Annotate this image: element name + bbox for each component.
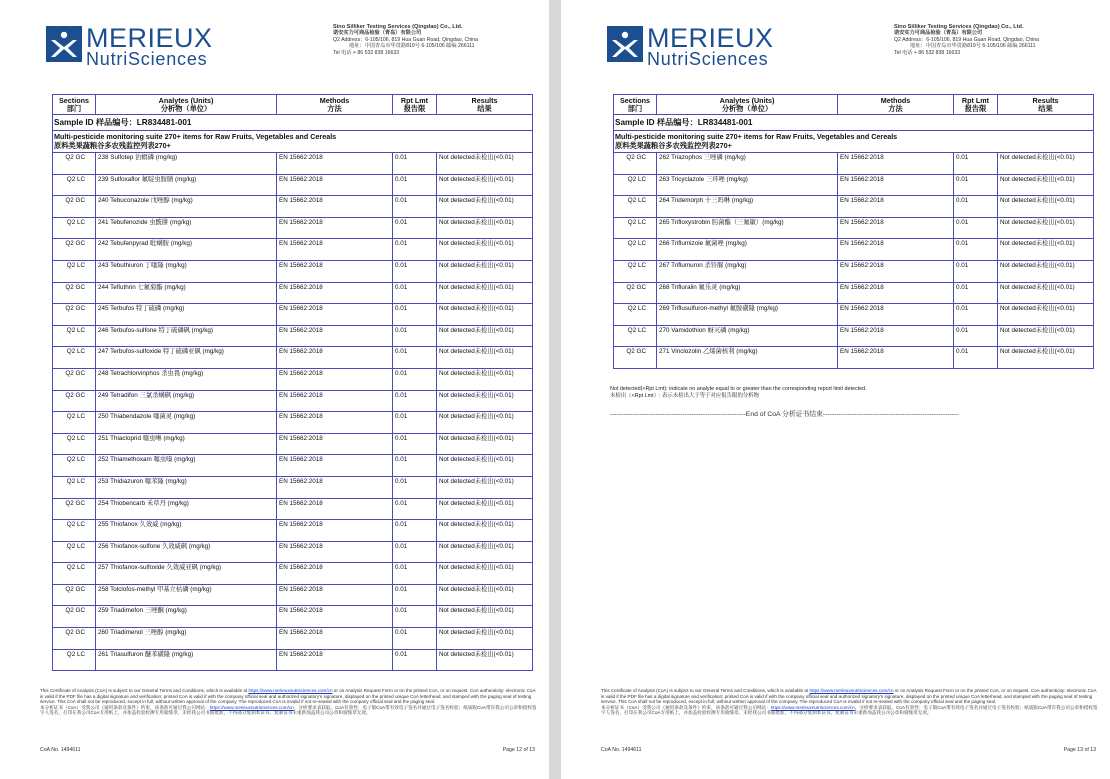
coa-number: CoA No. 1494611 bbox=[601, 747, 642, 753]
result-cell: Not detected未检出(<0.01) bbox=[437, 606, 533, 628]
method-cell: EN 15662:2018 bbox=[277, 498, 393, 520]
rpt-lmt-cell: 0.01 bbox=[954, 260, 998, 282]
rpt-lmt-cell: 0.01 bbox=[954, 174, 998, 196]
table-row bbox=[53, 153, 533, 175]
sample-id: Sample ID 样品编号：LR834481-001 bbox=[53, 115, 533, 131]
table-row bbox=[53, 584, 533, 606]
rpt-lmt-cell: 0.01 bbox=[393, 282, 437, 304]
section-cell: Q2 GC bbox=[53, 239, 96, 261]
result-cell: Not detected未检出(<0.01) bbox=[998, 174, 1094, 196]
section-cell: Q2 LC bbox=[614, 239, 657, 261]
rpt-lmt-cell: 0.01 bbox=[393, 347, 437, 369]
result-cell: Not detected未检出(<0.01) bbox=[437, 174, 533, 196]
table-row bbox=[53, 304, 533, 326]
header-rpt-lmt: Rpt Lmt 报告限 bbox=[393, 95, 437, 115]
section-cell: Q2 LC bbox=[614, 174, 657, 196]
analyte-cell: 245 Terbufos 特丁硫磷 (mg/kg) bbox=[96, 304, 277, 326]
table-row bbox=[53, 325, 533, 347]
page-number: Page 12 of 13 bbox=[502, 747, 535, 753]
result-cell: Not detected未检出(<0.01) bbox=[437, 325, 533, 347]
result-cell: Not detected未检出(<0.01) bbox=[437, 649, 533, 671]
section-cell: Q2 LC bbox=[53, 520, 96, 542]
method-cell: EN 15662:2018 bbox=[277, 584, 393, 606]
analyte-cell: 248 Tetrachlorvinphos 杀虫畏 (mg/kg) bbox=[96, 368, 277, 390]
result-cell: Not detected未检出(<0.01) bbox=[437, 390, 533, 412]
section-cell: Q2 GC bbox=[53, 498, 96, 520]
table-row bbox=[53, 520, 533, 542]
table-row bbox=[53, 476, 533, 498]
analyte-cell: 252 Thiamethoxam 噻虫嗪 (mg/kg) bbox=[96, 455, 277, 477]
analyte-cell: 253 Thidiazuron 噻苯隆 (mg/kg) bbox=[96, 476, 277, 498]
method-cell: EN 15662:2018 bbox=[277, 239, 393, 261]
result-cell: Not detected未检出(<0.01) bbox=[998, 347, 1094, 369]
table-row bbox=[53, 433, 533, 455]
table-row bbox=[614, 153, 1094, 175]
header-methods: Methods 方法 bbox=[838, 95, 954, 115]
report-page-12 bbox=[0, 0, 549, 779]
method-cell: EN 15662:2018 bbox=[277, 476, 393, 498]
method-cell: EN 15662:2018 bbox=[838, 174, 954, 196]
method-cell: EN 15662:2018 bbox=[277, 628, 393, 650]
analyte-cell: 260 Triadimenol 三唑醇 (mg/kg) bbox=[96, 628, 277, 650]
rpt-lmt-cell: 0.01 bbox=[393, 325, 437, 347]
lab-name: Sino Silliker Testing Services (Qingdao) Co., Ltd. bbox=[894, 24, 1024, 30]
method-cell: EN 15662:2018 bbox=[277, 282, 393, 304]
rpt-lmt-cell: 0.01 bbox=[954, 239, 998, 261]
table-row bbox=[53, 174, 533, 196]
rpt-lmt-cell: 0.01 bbox=[393, 196, 437, 218]
analyte-cell: 266 Triflumizole 氟菌唑 (mg/kg) bbox=[657, 239, 838, 261]
section-cell: Q2 LC bbox=[53, 174, 96, 196]
section-cell: Q2 GC bbox=[614, 347, 657, 369]
analyte-cell: 255 Thiofanox 久效威 (mg/kg) bbox=[96, 520, 277, 542]
lab-address-cn: 地址：中国青岛市华贯路819号 6-105/106 邮编 266111 bbox=[349, 43, 475, 50]
logo-text-nutrisciences: NutriSciences bbox=[647, 49, 769, 69]
table-row bbox=[614, 282, 1094, 304]
method-cell: EN 15662:2018 bbox=[277, 563, 393, 585]
result-cell: Not detected未检出(<0.01) bbox=[437, 628, 533, 650]
terms-link-cn[interactable]: https://www.merieuxnutrisciences.com/cn bbox=[209, 704, 294, 710]
lab-address: Q2 Address：6-105/106, 819 Hua Guan Road, Qingdao, China bbox=[894, 36, 1040, 43]
method-cell: EN 15662:2018 bbox=[838, 260, 954, 282]
analyte-cell: 259 Triadimefon 三唑酮 (mg/kg) bbox=[96, 606, 277, 628]
method-cell: EN 15662:2018 bbox=[277, 260, 393, 282]
table-row bbox=[53, 498, 533, 520]
analyte-cell: 244 Tefluthrin 七氟菊酯 (mg/kg) bbox=[96, 282, 277, 304]
results-table bbox=[52, 94, 533, 671]
rpt-lmt-cell: 0.01 bbox=[954, 196, 998, 218]
table-row bbox=[53, 217, 533, 239]
analyte-cell: 268 Trifluralin 氟乐灵 (mg/kg) bbox=[657, 282, 838, 304]
lab-address: Q2 Address：6-105/106, 819 Hua Guan Road, Qingdao, China bbox=[333, 36, 479, 43]
rpt-lmt-cell: 0.01 bbox=[393, 606, 437, 628]
result-cell: Not detected未检出(<0.01) bbox=[437, 282, 533, 304]
table-row bbox=[53, 649, 533, 671]
table-row bbox=[614, 239, 1094, 261]
rpt-lmt-cell: 0.01 bbox=[393, 153, 437, 175]
page-number: Page 13 of 13 bbox=[1063, 747, 1096, 753]
table-row bbox=[53, 196, 533, 218]
rpt-lmt-cell: 0.01 bbox=[954, 217, 998, 239]
rpt-lmt-cell: 0.01 bbox=[393, 217, 437, 239]
rpt-lmt-cell: 0.01 bbox=[393, 174, 437, 196]
result-cell: Not detected未检出(<0.01) bbox=[437, 433, 533, 455]
sample-id-row bbox=[614, 115, 1094, 131]
rpt-lmt-cell: 0.01 bbox=[393, 541, 437, 563]
results-body bbox=[53, 153, 533, 671]
table-row bbox=[614, 260, 1094, 282]
sample-id-row bbox=[53, 115, 533, 131]
section-cell: Q2 GC bbox=[53, 153, 96, 175]
analyte-cell: 263 Tricyclazole 三环唑 (mg/kg) bbox=[657, 174, 838, 196]
merieux-logo bbox=[46, 24, 226, 68]
terms-text: This Certificate of Analysis (CoA) is subject to our General Terms and Conditions, which is available at https://www.merieuxnutrisciences.com/cn or on Analysis Request Form or on the printed CoA, or on request. CoA authenticity: electronic CoA is valid if the PDF file has a digital signature and verification; printed CoA is valid if with the company official seal and authorized signatory's signature, displayed on the printed unique CoA letterhead, and stamped with the paging seal of testing service. This CoA shall not be reproduced, except in full, without written approval of the company. The reproduced CoA is invalid if not re-sealed with the company official seal and the paging seal. 本分析证书（CoA）受我公司《通用条款及条件》约束，该条款可通过我公司网站：https://www.merieuxnutrisciences.com/cn，分析要求表获取。CoA有效性：电子版CoA带有效电子签名并通过电子签名校验；纸质版CoA带有我公司公章和授权签字人签名，打印在我公司CoA专用纸上，并加盖检验检测专用骑缝章。未经我公司书面批准，不得部分复制本证书。复制证书未重新加盖我公司公章和骑缝章无效。 bbox=[40, 688, 537, 715]
rpt-lmt-cell: 0.01 bbox=[393, 563, 437, 585]
suite-title: Multi-pesticide monitoring suite 270+ items for Raw Fruits, Vegetables and Cereals 原料类果蔬粮谷多农残监控列表270+ bbox=[53, 131, 533, 153]
logo-text-merieux: MERIEUX bbox=[86, 23, 213, 53]
section-cell: Q2 LC bbox=[53, 541, 96, 563]
analyte-cell: 270 Vamidothion 蚜灭磷 (mg/kg) bbox=[657, 325, 838, 347]
suite-row bbox=[614, 131, 1094, 153]
section-cell: Q2 GC bbox=[53, 282, 96, 304]
method-cell: EN 15662:2018 bbox=[277, 347, 393, 369]
result-cell: Not detected未检出(<0.01) bbox=[437, 476, 533, 498]
rpt-lmt-cell: 0.01 bbox=[393, 455, 437, 477]
analyte-cell: 238 Sulfotep 治螟磷 (mg/kg) bbox=[96, 153, 277, 175]
result-cell: Not detected未检出(<0.01) bbox=[437, 412, 533, 434]
terms-link[interactable]: https://www.merieuxnutrisciences.com/cn bbox=[248, 688, 333, 693]
lab-tel: Tel 电话 + 86 532 838 16633 bbox=[333, 49, 400, 56]
table-row bbox=[614, 347, 1094, 369]
header-sections: Sections 部门 bbox=[614, 95, 657, 115]
section-cell: Q2 LC bbox=[614, 304, 657, 326]
logo-text-merieux: MERIEUX bbox=[647, 23, 774, 53]
section-cell: Q2 LC bbox=[614, 196, 657, 218]
section-cell: Q2 GC bbox=[53, 304, 96, 326]
section-cell: Q2 LC bbox=[53, 260, 96, 282]
analyte-cell: 250 Thiabendazole 噻菌灵 (mg/kg) bbox=[96, 412, 277, 434]
analyte-cell: 251 Thiacloprid 噻虫啉 (mg/kg) bbox=[96, 433, 277, 455]
analyte-cell: 264 Tridemorph 十三吗啉 (mg/kg) bbox=[657, 196, 838, 218]
rpt-lmt-cell: 0.01 bbox=[393, 498, 437, 520]
section-cell: Q2 LC bbox=[53, 412, 96, 434]
result-cell: Not detected未检出(<0.01) bbox=[437, 217, 533, 239]
result-cell: Not detected未检出(<0.01) bbox=[998, 196, 1094, 218]
section-cell: Q2 LC bbox=[53, 455, 96, 477]
table-row bbox=[614, 325, 1094, 347]
method-cell: EN 15662:2018 bbox=[838, 153, 954, 175]
coa-number: CoA No. 1494611 bbox=[40, 747, 81, 753]
method-cell: EN 15662:2018 bbox=[277, 174, 393, 196]
result-cell: Not detected未检出(<0.01) bbox=[437, 239, 533, 261]
result-cell: Not detected未检出(<0.01) bbox=[998, 217, 1094, 239]
section-cell: Q2 GC bbox=[53, 368, 96, 390]
header-results: Results 结果 bbox=[437, 95, 533, 115]
method-cell: EN 15662:2018 bbox=[277, 520, 393, 542]
result-cell: Not detected未检出(<0.01) bbox=[437, 520, 533, 542]
result-cell: Not detected未检出(<0.01) bbox=[437, 347, 533, 369]
rpt-lmt-cell: 0.01 bbox=[954, 153, 998, 175]
terms-text: This Certificate of Analysis (CoA) is subject to our General Terms and Conditions, which is available at https://www.merieuxnutrisciences.com/cn or on Analysis Request Form or on the printed CoA, or on request. CoA authenticity: electronic CoA is valid if the PDF file has a digital signature and verification; printed CoA is valid if with the company official seal and authorized signatory's signature, displayed on the printed unique CoA letterhead, and stamped with the paging seal of testing service. This CoA shall not be reproduced, except in full, without written approval of the company. The reproduced CoA is invalid if not re-sealed with the company official seal and the paging seal. 本分析证书（CoA）受我公司《通用条款及条件》约束，该条款可通过我公司网站：https://www.merieuxnutrisciences.com/cn，分析要求表获取。CoA有效性：电子版CoA带有效电子签名并通过电子签名校验；纸质版CoA带有我公司公章和授权签字人签名，打印在我公司CoA专用纸上，并加盖检验检测专用骑缝章。未经我公司书面批准，不得部分复制本证书。复制证书未重新加盖我公司公章和骑缝章无效。 bbox=[601, 688, 1098, 715]
rpt-lmt-cell: 0.01 bbox=[954, 282, 998, 304]
result-cell: Not detected未检出(<0.01) bbox=[437, 304, 533, 326]
method-cell: EN 15662:2018 bbox=[838, 282, 954, 304]
section-cell: Q2 LC bbox=[53, 433, 96, 455]
table-row bbox=[53, 260, 533, 282]
header-methods: Methods 方法 bbox=[277, 95, 393, 115]
header-sections: Sections 部门 bbox=[53, 95, 96, 115]
rpt-lmt-cell: 0.01 bbox=[393, 412, 437, 434]
analyte-cell: 265 Trifloxystrobin 肟菌酯（三氟敏）(mg/kg) bbox=[657, 217, 838, 239]
analyte-cell: 269 Triflusulfuron-methyl 氟胺磺隆 (mg/kg) bbox=[657, 304, 838, 326]
lab-name-cn: 诺安实力可商品检验（青岛）有限公司 bbox=[894, 30, 983, 37]
table-row bbox=[53, 282, 533, 304]
header-analytes: Analytes (Units) 分析物（单位） bbox=[96, 95, 277, 115]
report-page-13 bbox=[561, 0, 1110, 779]
table-row bbox=[53, 239, 533, 261]
result-cell: Not detected未检出(<0.01) bbox=[437, 260, 533, 282]
suite-title: Multi-pesticide monitoring suite 270+ items for Raw Fruits, Vegetables and Cereals 原料类果蔬粮谷多农残监控列表270+ bbox=[614, 131, 1094, 153]
rpt-lmt-cell: 0.01 bbox=[393, 390, 437, 412]
result-cell: Not detected未检出(<0.01) bbox=[437, 196, 533, 218]
analyte-cell: 261 Triasulfuron 醚苯磺隆 (mg/kg) bbox=[96, 649, 277, 671]
analyte-cell: 242 Tebufenpyrad 吡螨胺 (mg/kg) bbox=[96, 239, 277, 261]
rpt-lmt-cell: 0.01 bbox=[393, 433, 437, 455]
section-cell: Q2 GC bbox=[53, 628, 96, 650]
analyte-cell: 247 Terbufos-sulfoxide 特丁硫磷亚砜 (mg/kg) bbox=[96, 347, 277, 369]
lab-name-cn: 诺安实力可商品检验（青岛）有限公司 bbox=[333, 30, 422, 37]
rpt-lmt-cell: 0.01 bbox=[393, 520, 437, 542]
end-of-coa: ------------------------------------------------------------End of CoA 分析证书结束------------------------------------------------------------ bbox=[610, 411, 959, 418]
method-cell: EN 15662:2018 bbox=[838, 304, 954, 326]
table-header-row bbox=[53, 95, 533, 115]
table-row bbox=[53, 390, 533, 412]
header-results: Results 结果 bbox=[998, 95, 1094, 115]
method-cell: EN 15662:2018 bbox=[277, 649, 393, 671]
table-row bbox=[614, 196, 1094, 218]
section-cell: Q2 LC bbox=[53, 649, 96, 671]
method-cell: EN 15662:2018 bbox=[277, 153, 393, 175]
section-cell: Q2 GC bbox=[53, 606, 96, 628]
results-table bbox=[613, 94, 1094, 369]
result-cell: Not detected未检出(<0.01) bbox=[437, 153, 533, 175]
suite-row bbox=[53, 131, 533, 153]
header-analytes: Analytes (Units) 分析物（单位） bbox=[657, 95, 838, 115]
analyte-cell: 249 Tetradifon 三氯杀螨砜 (mg/kg) bbox=[96, 390, 277, 412]
rpt-lmt-cell: 0.01 bbox=[393, 628, 437, 650]
table-row bbox=[614, 304, 1094, 326]
analyte-cell: 258 Tolclofos-methyl 甲基立枯磷 (mg/kg) bbox=[96, 584, 277, 606]
section-cell: Q2 LC bbox=[53, 347, 96, 369]
analyte-cell: 254 Thiobencarb 禾草丹 (mg/kg) bbox=[96, 498, 277, 520]
section-cell: Q2 LC bbox=[53, 217, 96, 239]
section-cell: Q2 LC bbox=[53, 325, 96, 347]
method-cell: EN 15662:2018 bbox=[838, 196, 954, 218]
table-row bbox=[53, 606, 533, 628]
results-body bbox=[614, 153, 1094, 369]
rpt-lmt-cell: 0.01 bbox=[393, 476, 437, 498]
sample-id: Sample ID 样品编号：LR834481-001 bbox=[614, 115, 1094, 131]
method-cell: EN 15662:2018 bbox=[277, 455, 393, 477]
analyte-cell: 256 Thiofanox-sulfone 久效威砜 (mg/kg) bbox=[96, 541, 277, 563]
detection-note bbox=[610, 386, 867, 399]
note-en: Not detected(<Rpt Lmt): indicate no analyte equal to or greater than the corresponding report limit detected. bbox=[610, 386, 867, 392]
result-cell: Not detected未检出(<0.01) bbox=[998, 260, 1094, 282]
table-row bbox=[53, 563, 533, 585]
table-header-row bbox=[614, 95, 1094, 115]
result-cell: Not detected未检出(<0.01) bbox=[437, 498, 533, 520]
method-cell: EN 15662:2018 bbox=[838, 217, 954, 239]
analyte-cell: 246 Terbufos-sulfone 特丁硫磷砜 (mg/kg) bbox=[96, 325, 277, 347]
method-cell: EN 15662:2018 bbox=[277, 541, 393, 563]
lab-info bbox=[333, 24, 543, 56]
result-cell: Not detected未检出(<0.01) bbox=[437, 563, 533, 585]
method-cell: EN 15662:2018 bbox=[277, 606, 393, 628]
method-cell: EN 15662:2018 bbox=[277, 390, 393, 412]
terms-link-cn[interactable]: https://www.merieuxnutrisciences.com/cn bbox=[770, 704, 855, 710]
analyte-cell: 243 Tebuthiuron 丁噻隆 (mg/kg) bbox=[96, 260, 277, 282]
result-cell: Not detected未检出(<0.01) bbox=[998, 304, 1094, 326]
table-row bbox=[53, 628, 533, 650]
rpt-lmt-cell: 0.01 bbox=[393, 649, 437, 671]
rpt-lmt-cell: 0.01 bbox=[954, 304, 998, 326]
section-cell: Q2 GC bbox=[614, 153, 657, 175]
rpt-lmt-cell: 0.01 bbox=[954, 347, 998, 369]
rpt-lmt-cell: 0.01 bbox=[393, 368, 437, 390]
method-cell: EN 15662:2018 bbox=[277, 412, 393, 434]
table-row bbox=[53, 412, 533, 434]
table-row bbox=[614, 217, 1094, 239]
lab-name: Sino Silliker Testing Services (Qingdao) Co., Ltd. bbox=[333, 24, 463, 30]
lab-address-cn: 地址：中国青岛市华贯路819号 6-105/106 邮编 266111 bbox=[910, 43, 1036, 50]
note-cn: 未检出（<Rpt Lmt）: 表示未检出大于等于对应报告限的分析物 bbox=[610, 392, 760, 399]
header-rpt-lmt: Rpt Lmt 报告限 bbox=[954, 95, 998, 115]
section-cell: Q2 LC bbox=[614, 217, 657, 239]
section-cell: Q2 GC bbox=[614, 282, 657, 304]
method-cell: EN 15662:2018 bbox=[838, 347, 954, 369]
section-cell: Q2 LC bbox=[614, 260, 657, 282]
analyte-cell: 267 Triflumuron 杀铃脲 (mg/kg) bbox=[657, 260, 838, 282]
method-cell: EN 15662:2018 bbox=[277, 325, 393, 347]
rpt-lmt-cell: 0.01 bbox=[393, 239, 437, 261]
method-cell: EN 15662:2018 bbox=[838, 325, 954, 347]
merieux-logo-icon bbox=[46, 26, 82, 62]
analyte-cell: 240 Tebuconazole 戊唑醇 (mg/kg) bbox=[96, 196, 277, 218]
table-row bbox=[53, 368, 533, 390]
rpt-lmt-cell: 0.01 bbox=[393, 304, 437, 326]
result-cell: Not detected未检出(<0.01) bbox=[437, 541, 533, 563]
section-cell: Q2 LC bbox=[614, 325, 657, 347]
analyte-cell: 239 Sulfoxaflor 氟啶虫胺腈 (mg/kg) bbox=[96, 174, 277, 196]
result-cell: Not detected未检出(<0.01) bbox=[998, 282, 1094, 304]
result-cell: Not detected未检出(<0.01) bbox=[998, 239, 1094, 261]
analyte-cell: 241 Tebufenozide 虫酰肼 (mg/kg) bbox=[96, 217, 277, 239]
analyte-cell: 257 Thiofanox-sulfoxide 久效威亚砜 (mg/kg) bbox=[96, 563, 277, 585]
lab-tel: Tel 电话 + 86 532 838 16633 bbox=[894, 49, 961, 56]
merieux-logo bbox=[607, 24, 787, 68]
rpt-lmt-cell: 0.01 bbox=[393, 584, 437, 606]
analyte-cell: 271 Vinclozolin 乙烯菌核利 (mg/kg) bbox=[657, 347, 838, 369]
analyte-cell: 262 Triazophos 三唑磷 (mg/kg) bbox=[657, 153, 838, 175]
section-cell: Q2 GC bbox=[53, 196, 96, 218]
rpt-lmt-cell: 0.01 bbox=[954, 325, 998, 347]
method-cell: EN 15662:2018 bbox=[277, 433, 393, 455]
result-cell: Not detected未检出(<0.01) bbox=[998, 153, 1094, 175]
section-cell: Q2 GC bbox=[53, 584, 96, 606]
merieux-logo-icon bbox=[607, 26, 643, 62]
result-cell: Not detected未检出(<0.01) bbox=[437, 368, 533, 390]
result-cell: Not detected未检出(<0.01) bbox=[437, 455, 533, 477]
terms-link[interactable]: https://www.merieuxnutrisciences.com/cn bbox=[809, 688, 894, 693]
method-cell: EN 15662:2018 bbox=[277, 304, 393, 326]
method-cell: EN 15662:2018 bbox=[838, 239, 954, 261]
table-row bbox=[53, 455, 533, 477]
result-cell: Not detected未检出(<0.01) bbox=[437, 584, 533, 606]
method-cell: EN 15662:2018 bbox=[277, 217, 393, 239]
table-row bbox=[614, 174, 1094, 196]
lab-info bbox=[894, 24, 1104, 56]
logo-text-nutrisciences: NutriSciences bbox=[86, 49, 208, 69]
section-cell: Q2 LC bbox=[53, 563, 96, 585]
rpt-lmt-cell: 0.01 bbox=[393, 260, 437, 282]
result-cell: Not detected未检出(<0.01) bbox=[998, 325, 1094, 347]
table-row bbox=[53, 347, 533, 369]
table-row bbox=[53, 541, 533, 563]
section-cell: Q2 LC bbox=[53, 476, 96, 498]
section-cell: Q2 GC bbox=[53, 390, 96, 412]
method-cell: EN 15662:2018 bbox=[277, 196, 393, 218]
method-cell: EN 15662:2018 bbox=[277, 368, 393, 390]
